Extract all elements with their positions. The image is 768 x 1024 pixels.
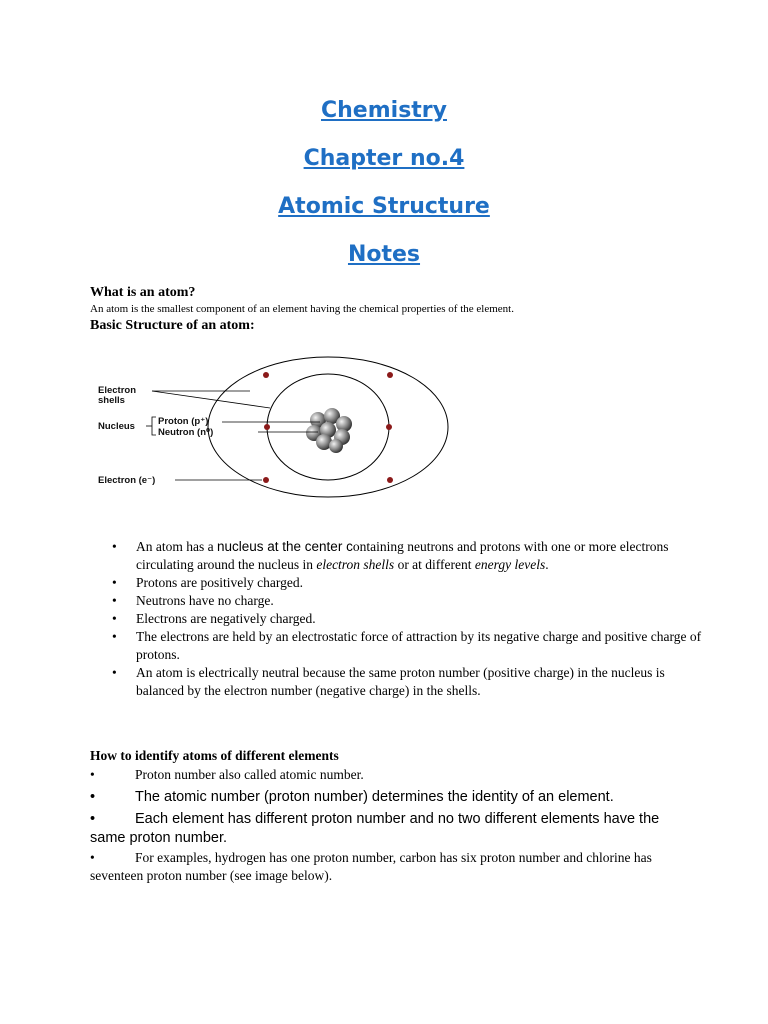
shells-pointer-inner	[152, 391, 270, 408]
electron	[263, 477, 269, 483]
list-item: • Electrons are negatively charged.	[112, 610, 712, 628]
what-is-atom-heading: What is an atom?	[90, 285, 196, 300]
topic-title: Atomic Structure	[278, 194, 490, 219]
list-item: • The electrons are held by an electrostatic force of attraction by its negative charge and positive charge of protons.	[112, 628, 712, 664]
proton-label: Proton (p⁺)	[158, 416, 209, 427]
nucleus	[306, 408, 352, 453]
electron	[387, 477, 393, 483]
list-item: • Protons are positively charged.	[112, 574, 712, 592]
electron	[263, 372, 269, 378]
basic-structure-heading: Basic Structure of an atom:	[90, 318, 255, 333]
electron	[387, 372, 393, 378]
list-item: • The atomic number (proton number) determines the identity of an element.	[90, 789, 614, 805]
list-item: • Neutrons have no charge.	[112, 592, 712, 610]
electron-label: Electron (e⁻)	[98, 475, 156, 486]
atom-definition: An atom is the smallest component of an element having the chemical properties of the element.	[90, 303, 514, 315]
neutron-label: Neutron (n⁰)	[158, 427, 214, 438]
nucleus-bracket	[152, 417, 156, 435]
electron	[264, 424, 270, 430]
notes-title: Notes	[347, 242, 421, 267]
identify-atoms-heading: How to identify atoms of different elements	[90, 748, 339, 763]
atom-facts-list	[112, 538, 712, 700]
list-item: • Proton number also called atomic number.	[90, 767, 364, 782]
nucleus-label: Nucleus	[98, 421, 135, 432]
list-item: • An atom is electrically neutral because the same proton number (positive charge) in the nucleus is balanced by the electron number (negative charge) in the shells.	[112, 664, 712, 700]
shells-label-line1: Electron	[98, 385, 137, 396]
list-item: • An atom has a nucleus at the center containing neutrons and protons with one or more electrons circulating around the nucleus in electron shells or at different energy levels.	[112, 538, 712, 574]
electron	[386, 424, 392, 430]
chapter-title: Chapter no.4	[303, 146, 465, 171]
list-item: • Each element has different proton number and no two different elements have the same proton number.	[90, 811, 660, 846]
atom-structure-diagram	[0, 340, 768, 530]
list-item: • For examples, hydrogen has one proton number, carbon has six proton number and chlorine has seventeen proton number (see image below).	[90, 850, 652, 883]
subject-title: Chemistry	[321, 98, 447, 123]
shells-label-line2: shells	[98, 395, 125, 406]
